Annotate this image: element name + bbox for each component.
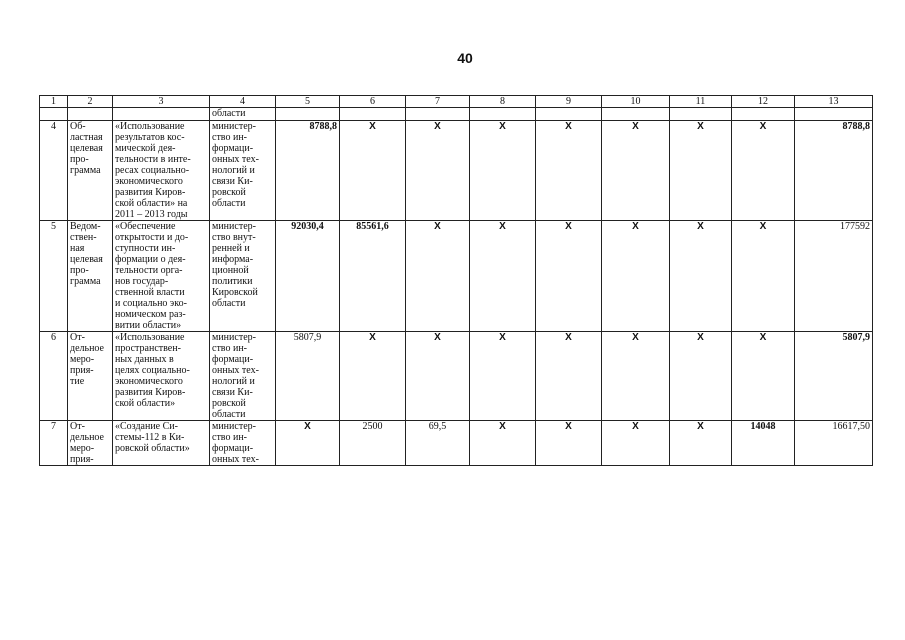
value-cell: X bbox=[732, 221, 795, 332]
executor: министер- ство ин- формаци- онных тех- bbox=[210, 421, 276, 466]
value-cell: X bbox=[340, 332, 406, 421]
table-row bbox=[40, 221, 873, 332]
column-header: 9 bbox=[536, 96, 602, 108]
page-number: 40 bbox=[457, 50, 473, 66]
value-cell: X bbox=[406, 121, 470, 221]
executor-continuation: области bbox=[210, 108, 276, 121]
column-header: 5 bbox=[276, 96, 340, 108]
program-table bbox=[39, 95, 873, 466]
value-cell: 69,5 bbox=[406, 421, 470, 466]
value-cell: X bbox=[470, 332, 536, 421]
value-cell: X bbox=[732, 332, 795, 421]
row-number: 5 bbox=[40, 221, 68, 332]
value-cell: X bbox=[536, 421, 602, 466]
program-type: От- дельное меро- прия- bbox=[68, 421, 113, 466]
program-type: От- дельное меро- прия- тие bbox=[68, 332, 113, 421]
row-number: 4 bbox=[40, 121, 68, 221]
value-cell: 8788,8 bbox=[276, 121, 340, 221]
value-cell: X bbox=[670, 221, 732, 332]
column-header: 10 bbox=[602, 96, 670, 108]
value-cell: X bbox=[470, 121, 536, 221]
value-cell: 92030,4 bbox=[276, 221, 340, 332]
program-name: «Использование пространствен- ных данных в целях социально- экономического развития Киров- ской области» bbox=[113, 332, 210, 421]
total-cell: 8788,8 bbox=[795, 121, 873, 221]
row-number: 7 bbox=[40, 421, 68, 466]
value-cell: X bbox=[536, 332, 602, 421]
value-cell: X bbox=[470, 421, 536, 466]
table-row bbox=[40, 421, 873, 466]
value-cell: X bbox=[602, 332, 670, 421]
value-cell: X bbox=[602, 221, 670, 332]
table-row bbox=[40, 332, 873, 421]
executor: министер- ство ин- формаци- онных тех- нологий и связи Ки- ровской области bbox=[210, 121, 276, 221]
value-cell: X bbox=[406, 332, 470, 421]
program-type: Об- ластная целевая про- грамма bbox=[68, 121, 113, 221]
total-cell: 16617,50 bbox=[795, 421, 873, 466]
total-cell: 177592 bbox=[795, 221, 873, 332]
column-header: 2 bbox=[68, 96, 113, 108]
value-cell: X bbox=[732, 121, 795, 221]
row-number: 6 bbox=[40, 332, 68, 421]
executor: министер- ство ин- формаци- онных тех- нологий и связи Ки- ровской области bbox=[210, 332, 276, 421]
program-name: «Создание Си- стемы-112 в Ки- ровской области» bbox=[113, 421, 210, 466]
program-type: Ведом- ствен- ная целевая про- грамма bbox=[68, 221, 113, 332]
column-header: 11 bbox=[670, 96, 732, 108]
value-cell: X bbox=[276, 421, 340, 466]
executor: министер- ство внут- ренней и информа- ционной политики Кировской области bbox=[210, 221, 276, 332]
table-row bbox=[40, 121, 873, 221]
column-header: 7 bbox=[406, 96, 470, 108]
value-cell: 5807,9 bbox=[276, 332, 340, 421]
column-header: 1 bbox=[40, 96, 68, 108]
value-cell: 14048 bbox=[732, 421, 795, 466]
column-header: 12 bbox=[732, 96, 795, 108]
value-cell: X bbox=[602, 421, 670, 466]
column-header: 8 bbox=[470, 96, 536, 108]
column-header: 13 bbox=[795, 96, 873, 108]
value-cell: X bbox=[670, 121, 732, 221]
value-cell: X bbox=[406, 221, 470, 332]
value-cell: X bbox=[602, 121, 670, 221]
value-cell: X bbox=[536, 221, 602, 332]
column-header: 4 bbox=[210, 96, 276, 108]
value-cell: 85561,6 bbox=[340, 221, 406, 332]
column-header: 3 bbox=[113, 96, 210, 108]
continuation-row bbox=[40, 108, 873, 121]
total-cell: 5807,9 bbox=[795, 332, 873, 421]
header-row bbox=[40, 96, 873, 108]
program-name: «Использование результатов кос- мической дея- тельности в инте- ресах социально- экономического развития Киров- ской области» на 2011 – 2013 годы bbox=[113, 121, 210, 221]
value-cell: X bbox=[470, 221, 536, 332]
value-cell: 2500 bbox=[340, 421, 406, 466]
value-cell: X bbox=[670, 332, 732, 421]
value-cell: X bbox=[536, 121, 602, 221]
column-header: 6 bbox=[340, 96, 406, 108]
value-cell: X bbox=[670, 421, 732, 466]
program-name: «Обеспечение открытости и до- ступности ин- формации о дея- тельности орга- нов государ- ственной власти и социально эко- номическом раз- витии области» bbox=[113, 221, 210, 332]
value-cell: X bbox=[340, 121, 406, 221]
